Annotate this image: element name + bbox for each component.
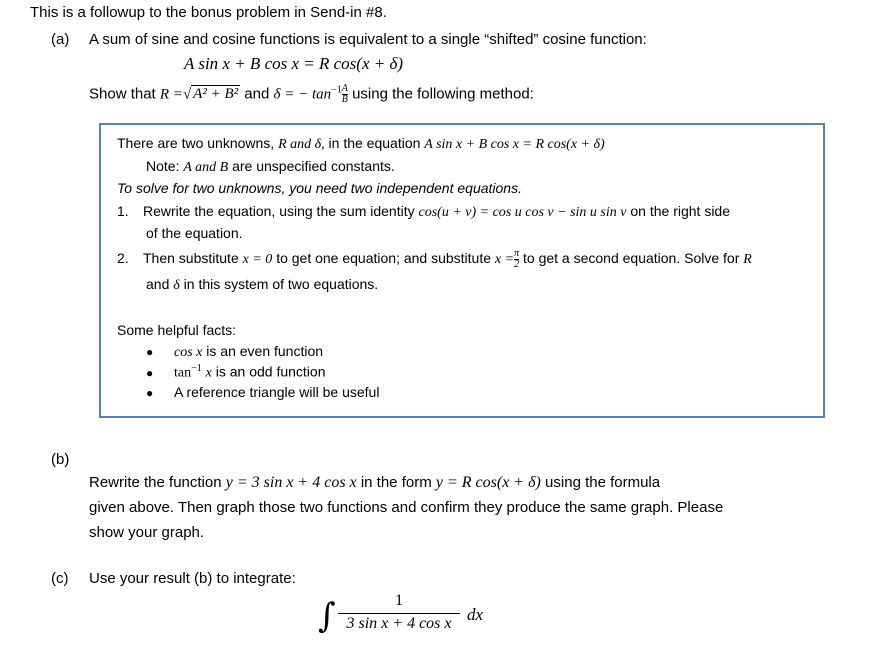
part-c-label: (c) <box>51 570 69 587</box>
step2-r: R <box>743 252 752 267</box>
step2-frac-den: 2 <box>514 258 520 270</box>
b-line1-suffix: using the formula <box>545 474 661 491</box>
b-line1-eq2: y = R cos(x + δ) <box>435 474 541 491</box>
show-r-eq: R = <box>159 86 183 103</box>
part-b-line2: given above. Then graph those two functions and confirm they produce the same graph. Please <box>89 499 724 516</box>
step1-identity: cos(u + v) = cos u cos v − sin u sin v <box>418 205 627 220</box>
integral-sign: ∫ <box>318 596 336 636</box>
part-a-equation: A sin x + B cos x = R cos(x + δ) <box>184 54 404 73</box>
box-solve-text: To solve for two unknowns, you need two independent equations. <box>117 180 522 196</box>
fact-2 <box>174 363 326 382</box>
box-line1-prefix: There are two unknowns, <box>117 135 275 151</box>
fact2-tan: tan <box>174 365 192 381</box>
fact2-text: is an odd function <box>215 363 326 380</box>
fact2-sup: −1 <box>191 363 202 374</box>
box-line1-eq: A sin x + B cos x = R cos(x + δ) <box>424 137 605 152</box>
show-delta: δ = − tan <box>273 86 332 103</box>
bullet-icon: ● <box>146 386 154 400</box>
part-c-text: Use your result (b) to integrate: <box>89 570 296 587</box>
step2-mid: to get one equation; and substitute <box>276 250 492 266</box>
step2-cont-and: and <box>146 276 170 292</box>
step2-line <box>143 246 752 272</box>
fact2-x: x <box>205 365 212 381</box>
show-suffix: using the following method: <box>352 85 534 103</box>
part-a-show-line <box>89 84 534 105</box>
note-prefix: Note: <box>146 158 180 174</box>
part-a-text: A sum of sine and cosine functions is equivalent to a single “shifted” cosine function: <box>89 31 647 48</box>
note-suffix: are unspecified constants. <box>232 158 395 174</box>
show-frac-num: A <box>341 83 348 94</box>
b-line1-eq1: y = 3 sin x + 4 cos x <box>225 474 357 491</box>
show-sqrt: A² + B² <box>193 86 239 103</box>
show-frac-den: B <box>341 94 348 105</box>
step2-prefix: Then substitute <box>143 250 239 266</box>
box-line1 <box>117 135 605 153</box>
b-line1-mid: in the form <box>360 474 432 491</box>
fact-3: A reference triangle will be useful <box>174 384 380 400</box>
show-inverse-sup: −1 <box>331 84 342 96</box>
box-note <box>146 158 395 176</box>
integral-numerator: 1 <box>395 592 403 609</box>
bullet-icon: ● <box>146 345 154 359</box>
part-b-line3: show your graph. <box>89 524 205 541</box>
step2-cont-suffix: in this system of two equations. <box>183 276 379 292</box>
step2-fraction <box>514 249 519 270</box>
step2-frac-num: π <box>514 247 520 259</box>
step2-suffix: to get a second equation. Solve for <box>523 250 740 266</box>
part-b-label: (b) <box>51 451 70 468</box>
sqrt-sign: √ <box>182 86 192 103</box>
box-line1-mid: in the equation <box>328 135 421 151</box>
step1-prefix: Rewrite the equation, using the sum identity <box>143 203 415 219</box>
step2-continuation <box>146 276 378 294</box>
show-prefix: Show that <box>89 85 156 103</box>
step2-eq2: x = <box>494 252 515 267</box>
show-and: and <box>244 85 270 103</box>
part-a-label: (a) <box>51 31 70 48</box>
step1-suffix: on the right side <box>630 203 730 219</box>
show-fraction <box>342 84 348 105</box>
bullet-icon: ● <box>146 366 154 380</box>
fact1-eq: cos x <box>174 345 203 360</box>
facts-title: Some helpful facts: <box>117 322 237 338</box>
step2-cont-delta: δ <box>173 278 180 293</box>
b-line1-prefix: Rewrite the function <box>89 474 222 491</box>
integral-denominator: 3 sin x + 4 cos x <box>346 615 452 632</box>
note-vars: A and B <box>183 160 229 175</box>
integral-fraction <box>338 592 460 633</box>
intro-text: This is a followup to the bonus problem in Send-in #8. <box>30 4 387 21</box>
step1-number: 1. <box>117 203 129 219</box>
integral-dx: dx <box>467 605 484 624</box>
fact1-text: is an even function <box>206 343 324 359</box>
step2-number: 2. <box>117 250 129 266</box>
box-line1-vars: R and δ, <box>278 137 325 152</box>
step1-line <box>143 203 730 221</box>
fact-1 <box>174 343 323 361</box>
step1-continuation: of the equation. <box>146 225 243 241</box>
step2-eq1: x = 0 <box>242 252 273 267</box>
part-b-line1 <box>89 474 660 492</box>
